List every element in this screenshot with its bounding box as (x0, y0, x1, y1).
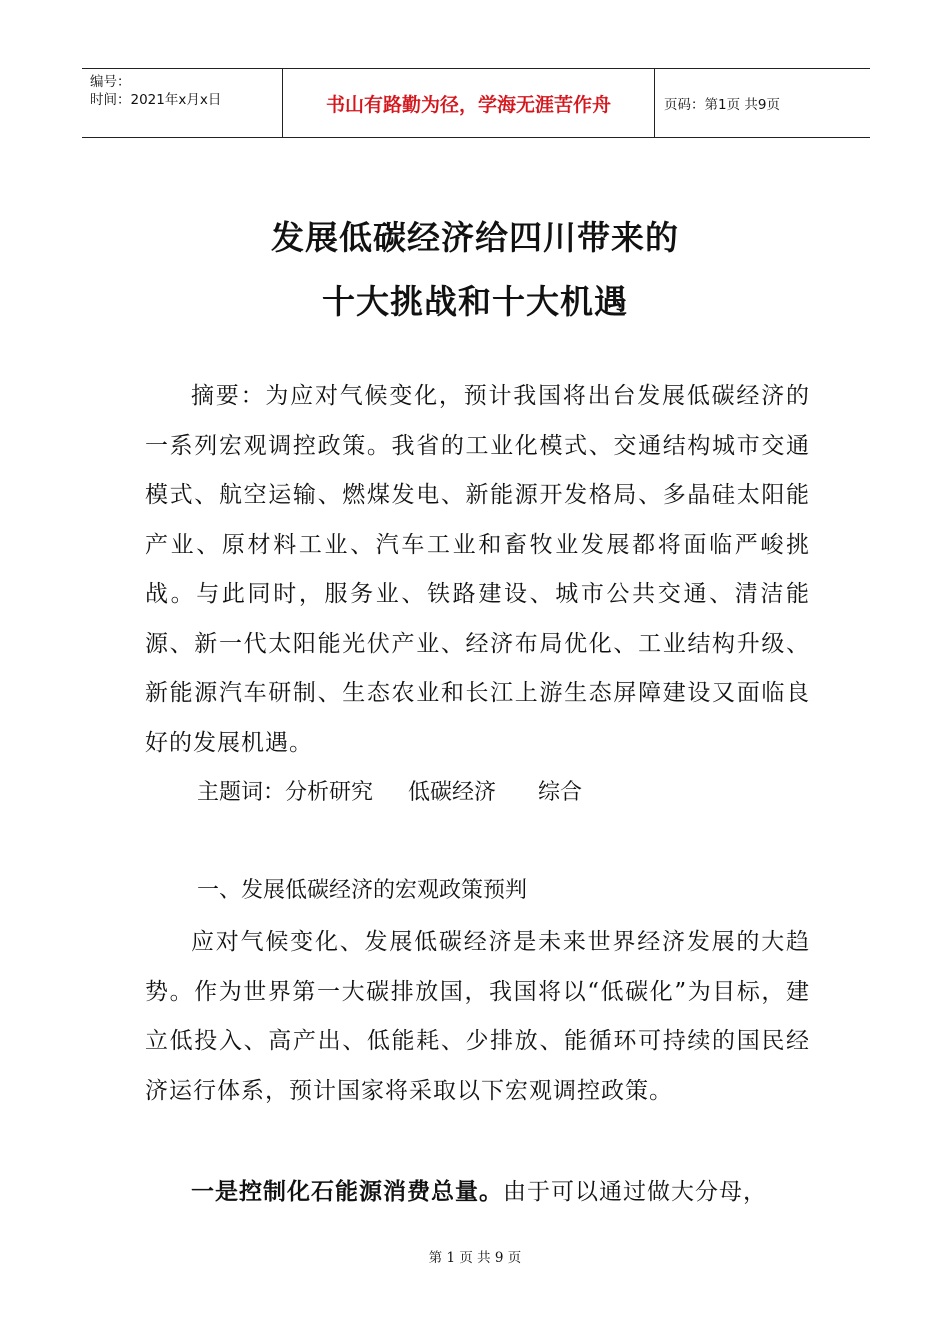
paragraph-lead-bold: 一是控制化石能源消费总量。 (191, 1179, 503, 1205)
header-meta-cell (82, 69, 282, 137)
header-table (82, 68, 870, 138)
keyword-item: 分析研究 (285, 780, 374, 805)
section-paragraph: 应对气候变化、发展低碳经济是未来世界经济发展的大趋势。作为世界第一大碳排放国，我国将以“低碳化”为目标，建立低投入、高产出、低能耗、少排放、能循环可持续的国民经济运行体系，预计国家将采取以下宏观调控政策。 (145, 929, 810, 1104)
header-divider (654, 69, 655, 137)
page-code: 页码：第1页 共9页 (664, 97, 780, 113)
page-footer: 第 1 页 共 9 页 (428, 1250, 522, 1266)
keyword-item: 综合 (537, 780, 582, 805)
document-title-line1: 发展低碳经济给四川带来的 (271, 218, 679, 257)
abstract-text: 为应对气候变化，预计我国将出台发展低碳经济的一系列宏观调控政策。我省的工业化模式、交通结构城市交通模式、航空运输、燃煤发电、新能源开发格局、多晶硅太阳能产业、原材料工业、汽车工业和畜牧业发展都将面临严峻挑战。与此同时，服务业、铁路建设、城市公共交通、清洁能源、新一代太阳能光伏产业、经济布局优化、工业结构升级、新能源汽车研制、生态农业和长江上游生态屏障建设又面临良好的发展机遇。 (145, 383, 810, 756)
time-label: 时间：2021年x月x日 (90, 92, 222, 108)
motto-text: 书山有路勤为径，学海无涯苦作舟 (325, 93, 611, 116)
header-motto-cell (283, 69, 654, 137)
keywords-label: 主题词： (197, 780, 286, 805)
section-paragraph-2 (145, 1168, 810, 1218)
abstract-lead: 摘要： (191, 383, 266, 409)
keyword-item: 低碳经济 (408, 780, 497, 805)
paragraph-text: 由于可以通过做大分母， (503, 1179, 767, 1205)
header-page-cell (664, 69, 780, 137)
document-title-line2: 十大挑战和十大机遇 (322, 282, 628, 321)
section-heading: 一、发展低碳经济的宏观政策预判 (197, 878, 528, 903)
abstract-paragraph (145, 372, 810, 768)
number-label: 编号： (90, 74, 131, 90)
keywords-line (197, 775, 582, 806)
